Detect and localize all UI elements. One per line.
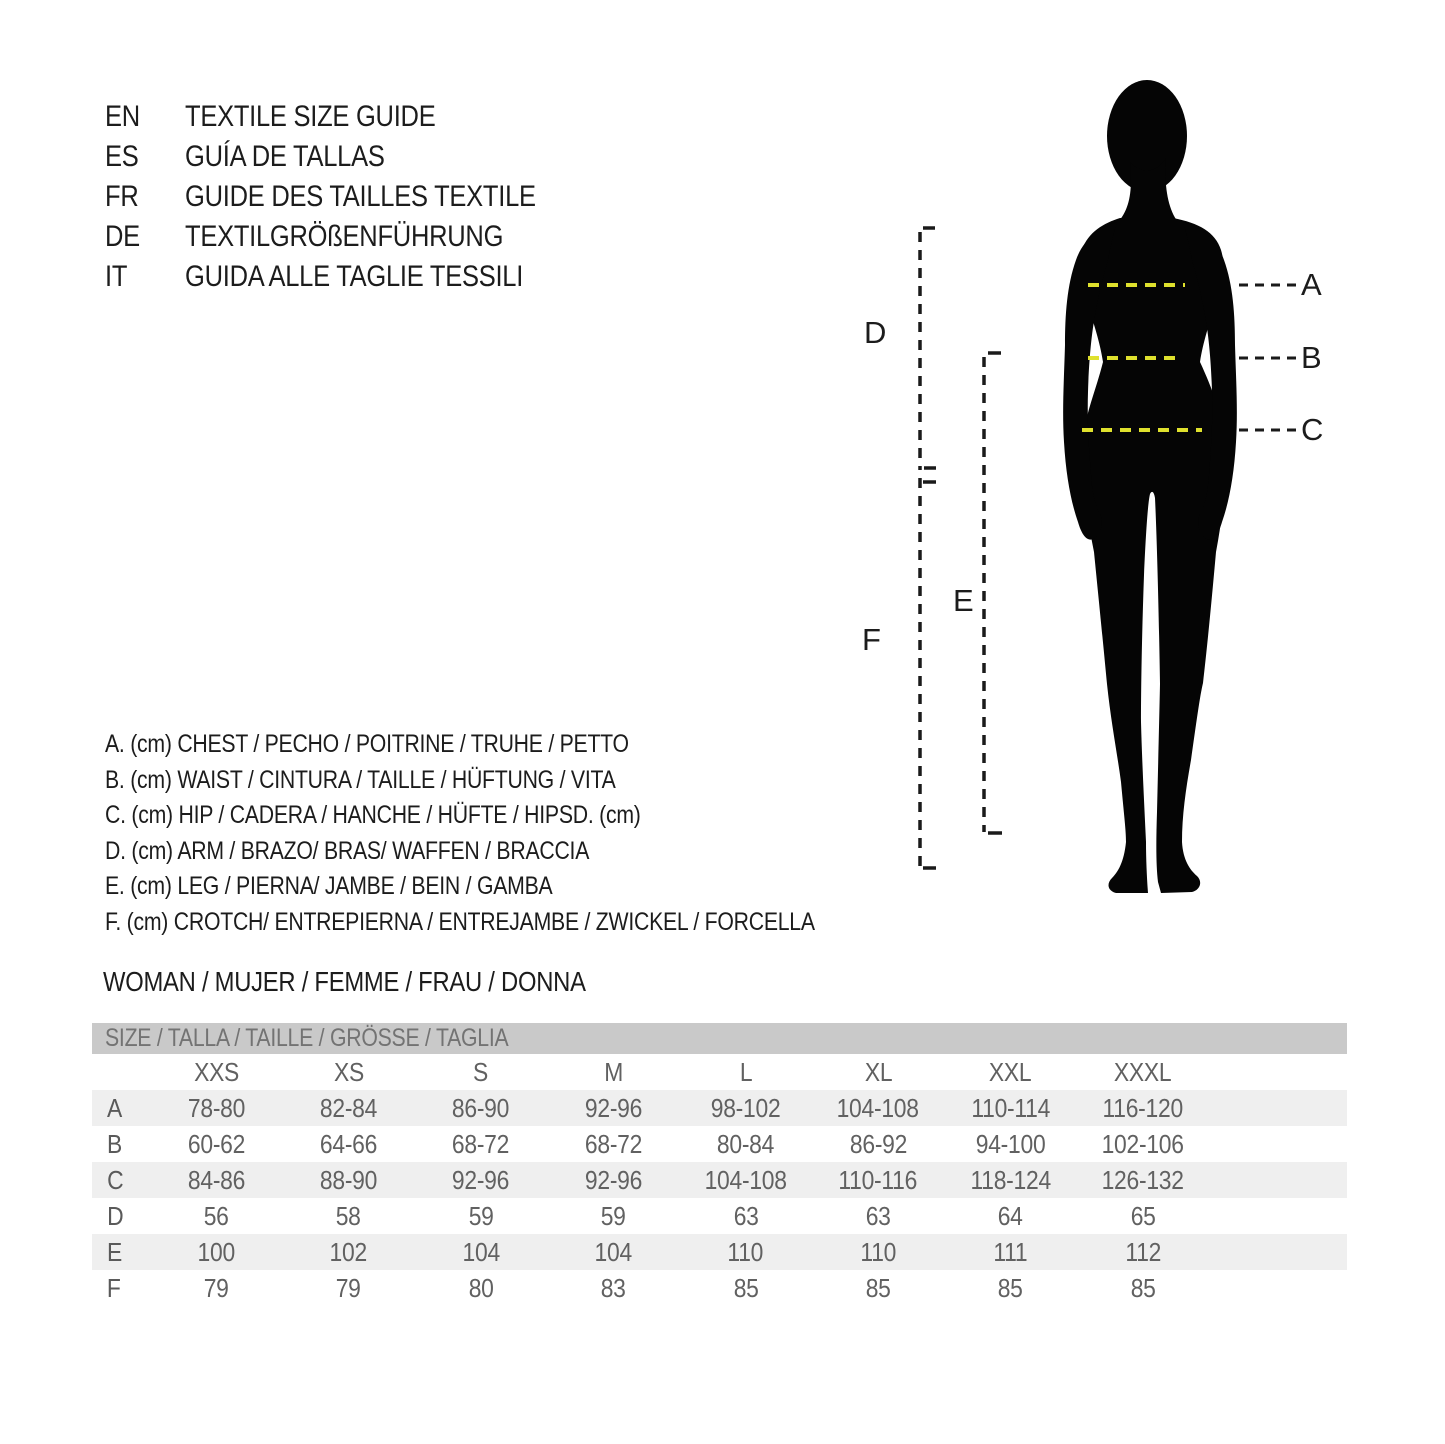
size-cell: 58: [336, 1200, 362, 1231]
legend-line-leg: E. (cm) LEG / PIERNA/ JAMBE / BEIN / GAMBA: [105, 872, 553, 900]
language-code: EN: [105, 100, 140, 133]
legend-line-hip: C. (cm) HIP / CADERA / HANCHE / HÜFTE / HIPSD. (cm): [105, 801, 641, 829]
language-row-es: [105, 137, 598, 177]
marker-label-leg: E: [953, 583, 974, 618]
size-cell: 92-96: [584, 1164, 642, 1195]
size-cell: 92-96: [584, 1092, 642, 1123]
row-label: D: [107, 1200, 124, 1231]
size-cell: 68-72: [452, 1128, 510, 1159]
row-label: C: [107, 1164, 124, 1195]
row-label: A: [107, 1092, 123, 1123]
column-header-m: M: [603, 1056, 623, 1087]
language-title: GUIDE DES TAILLES TEXTILE: [185, 180, 536, 213]
gender-heading: WOMAN / MUJER / FEMME / FRAU / DONNA: [103, 966, 586, 997]
size-cell: 80: [468, 1272, 494, 1303]
table-row-waist: [92, 1126, 1347, 1162]
size-cell: 102-106: [1101, 1128, 1184, 1159]
language-title: TEXTILGRÖßENFÜHRUNG: [185, 220, 504, 253]
size-cell: 60-62: [187, 1128, 245, 1159]
size-cell: 110-116: [838, 1164, 918, 1195]
column-header-xxl: XXL: [989, 1056, 1032, 1087]
size-cell: 63: [733, 1200, 759, 1231]
size-cell: 83: [600, 1272, 626, 1303]
legend-line-crotch: F. (cm) CROTCH/ ENTREPIERNA / ENTREJAMBE / ZWICKEL / FORCELLA: [105, 907, 815, 936]
size-cell: 56: [203, 1200, 229, 1231]
size-cell: 59: [600, 1200, 626, 1231]
size-cell: 79: [336, 1272, 362, 1303]
size-cell: 78-80: [187, 1092, 245, 1123]
size-cell: 88-90: [319, 1164, 378, 1195]
measurement-legend: [105, 727, 940, 940]
row-label: F: [106, 1272, 121, 1303]
marker-label-waist: B: [1301, 340, 1322, 375]
size-cell: 64-66: [319, 1128, 378, 1159]
size-cell: 64: [998, 1200, 1024, 1231]
size-cell: 111: [993, 1236, 1028, 1267]
size-cell: 116-120: [1102, 1092, 1184, 1123]
size-cell: 126-132: [1101, 1164, 1184, 1195]
language-title-block: [105, 97, 598, 297]
size-cell: 112: [1125, 1236, 1161, 1267]
size-cell: 94-100: [975, 1128, 1046, 1159]
size-cell: 100: [197, 1236, 235, 1267]
column-header-l: L: [739, 1056, 752, 1087]
size-cell: 85: [998, 1272, 1024, 1303]
size-cell: 80-84: [717, 1128, 775, 1159]
table-row-arm: [92, 1198, 1347, 1234]
silhouette-torso-legs: [1079, 218, 1225, 893]
language-title: GUÍA DE TALLAS: [185, 140, 385, 173]
size-cell: 86-90: [452, 1092, 510, 1123]
size-figure: [850, 70, 1340, 920]
language-code: FR: [105, 180, 139, 213]
marker-label-hip: C: [1301, 412, 1324, 447]
table-row-chest: [92, 1090, 1347, 1126]
size-cell: 63: [865, 1200, 891, 1231]
size-cell: 85: [1130, 1272, 1156, 1303]
language-code: ES: [105, 140, 139, 173]
language-row-fr: [105, 177, 598, 217]
size-cell: 104-108: [837, 1092, 920, 1123]
size-cell: 104: [594, 1236, 633, 1267]
column-header-xl: XL: [864, 1056, 892, 1087]
size-cell: 104: [462, 1236, 500, 1267]
size-table-header-band: SIZE / TALLA / TAILLE / GRÖSSE / TAGLIA: [92, 1023, 1347, 1054]
column-header-xs: XS: [333, 1056, 364, 1087]
legend-line-chest: A. (cm) CHEST / PECHO / POITRINE / TRUHE / PETTO: [105, 730, 629, 758]
table-row-hip: [92, 1162, 1347, 1198]
size-cell: 68-72: [584, 1128, 642, 1159]
language-row-it: [105, 257, 598, 297]
row-label: B: [107, 1128, 123, 1159]
size-cell: 110-114: [971, 1092, 1050, 1123]
size-cell: 86-92: [849, 1128, 907, 1159]
size-cell: 102: [329, 1236, 368, 1267]
size-cell: 85: [865, 1272, 891, 1303]
size-cell: 92-96: [452, 1164, 510, 1195]
size-columns-row: [92, 1054, 1347, 1090]
column-header-xxxl: XXXL: [1114, 1056, 1172, 1087]
language-row-en: [105, 97, 598, 137]
size-cell: 79: [203, 1272, 229, 1303]
size-cell: 104-108: [704, 1164, 787, 1195]
size-cell: 98-102: [710, 1092, 781, 1123]
row-label: E: [107, 1236, 123, 1267]
table-row-crotch: [92, 1270, 1347, 1306]
size-cell: 118-124: [970, 1164, 1051, 1195]
column-header-s: S: [473, 1056, 489, 1087]
size-cell: 82-84: [319, 1092, 378, 1123]
language-title: GUIDA ALLE TAGLIE TESSILI: [185, 260, 524, 293]
size-cell: 84-86: [187, 1164, 245, 1195]
marker-label-chest: A: [1301, 267, 1322, 302]
size-cell: 65: [1130, 1200, 1156, 1231]
language-code: IT: [105, 260, 128, 293]
woman-silhouette: [1063, 80, 1237, 893]
size-cell: 85: [733, 1272, 759, 1303]
size-table: [92, 1023, 1347, 1306]
legend-line-waist: B. (cm) WAIST / CINTURA / TAILLE / HÜFTUNG / VITA: [105, 765, 616, 794]
marker-label-arm: D: [864, 315, 887, 350]
column-header-xxs: XXS: [193, 1056, 239, 1087]
marker-label-crotch: F: [862, 622, 881, 657]
table-row-leg: [92, 1234, 1347, 1270]
legend-line-arm: D. (cm) ARM / BRAZO/ BRAS/ WAFFEN / BRACCIA: [105, 836, 590, 865]
language-title: TEXTILE SIZE GUIDE: [185, 100, 436, 133]
size-cell: 110: [727, 1236, 764, 1267]
size-cell: 110: [860, 1236, 896, 1267]
language-code: DE: [105, 220, 140, 253]
size-cell: 59: [468, 1200, 494, 1231]
language-row-de: [105, 217, 598, 257]
